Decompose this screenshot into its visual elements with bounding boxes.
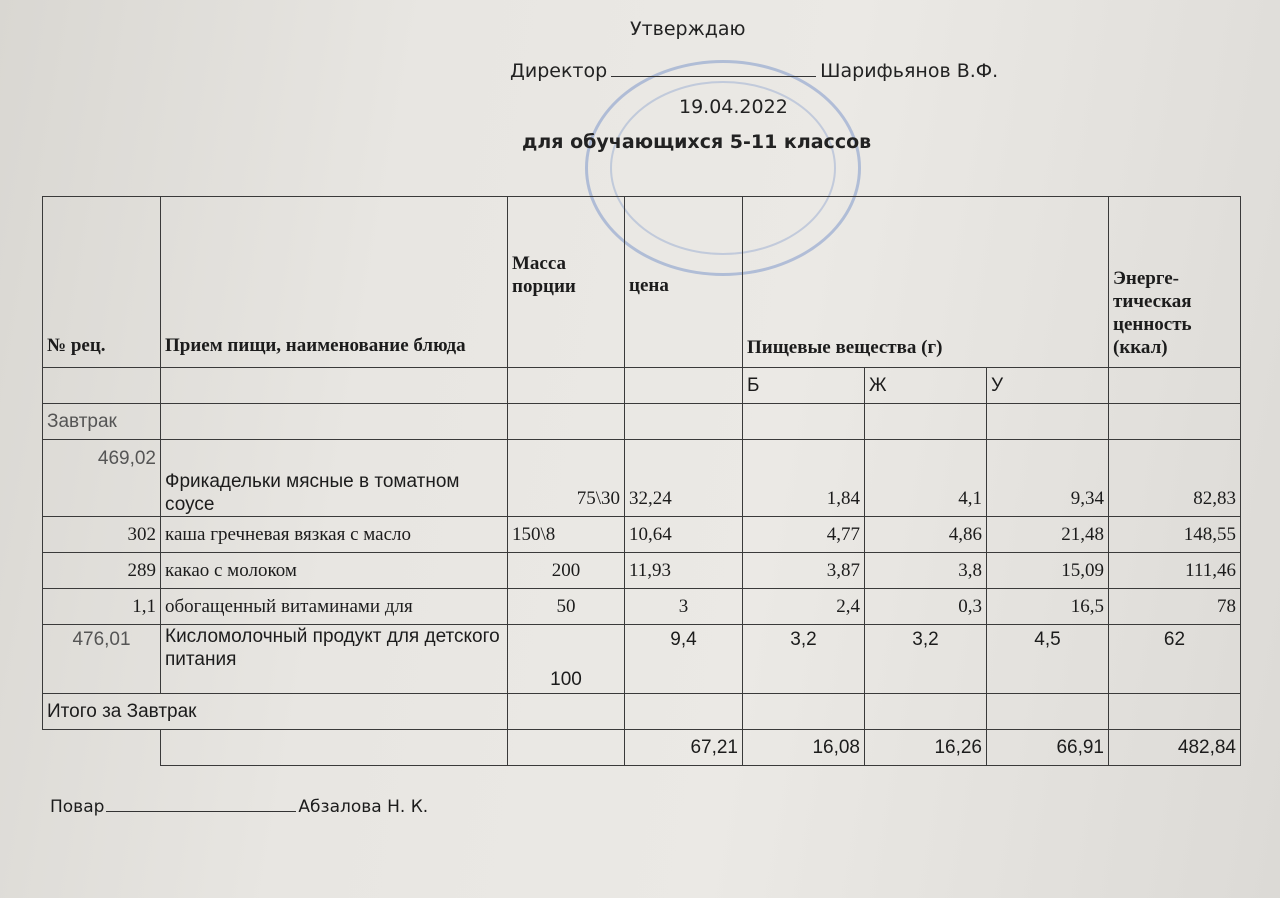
cell-u: 9,34 [987,440,1109,517]
director-signature-line [611,58,816,77]
cell-price: 11,93 [625,553,743,589]
table-row [43,440,1241,517]
cell-mass: 150\8 [508,517,625,553]
cook-name: Абзалова Н. К. [298,797,429,817]
cell-zh: 3,2 [865,625,987,694]
cell-name: Фрикадельки мясные в томатном соусе [161,440,508,517]
cell-u: 15,09 [987,553,1109,589]
total-kcal: 482,84 [1109,730,1241,766]
cell-name: каша гречневая вязкая с масло [161,517,508,553]
cell-price: 9,4 [625,625,743,694]
total-price: 67,21 [625,730,743,766]
cell-u: 4,5 [987,625,1109,694]
cell-price: 10,64 [625,517,743,553]
total-u: 66,91 [987,730,1109,766]
cell-num: 469,02 [43,440,161,517]
header-energy: Энерге- тическая ценность (ккал) [1109,197,1241,368]
cell-u: 21,48 [987,517,1109,553]
header-meal-name: Прием пищи, наименование блюда [161,197,508,368]
header-portion-mass: Масса порции [508,197,625,368]
cell-price: 3 [625,589,743,625]
approval-date: 19.04.2022 [679,96,788,118]
cell-kcal: 62 [1109,625,1241,694]
cell-name: какао с молоком [161,553,508,589]
cell-kcal: 82,83 [1109,440,1241,517]
table-row [43,553,1241,589]
cell-zh: 4,1 [865,440,987,517]
total-label: Итого за Завтрак [43,694,508,730]
cook-signature [106,797,296,812]
cell-b: 2,4 [743,589,865,625]
table-row [43,625,1241,694]
director-label: Директор [510,60,608,82]
header-nutrients: Пищевые вещества (г) [743,197,1109,368]
director-name: Шарифьянов В.Ф. [820,60,999,82]
table-subheader-row [43,368,1241,404]
cell-kcal: 148,55 [1109,517,1241,553]
cell-zh: 3,8 [865,553,987,589]
table-header-row [43,197,1241,368]
cell-b: 3,87 [743,553,865,589]
cell-name: обогащенный витаминами для [161,589,508,625]
cell-b: 3,2 [743,625,865,694]
section-label: Завтрак [43,404,161,440]
cell-mass: 75\30 [508,440,625,517]
section-row [43,404,1241,440]
cell-num: 289 [43,553,161,589]
table-row [43,589,1241,625]
cell-b: 1,84 [743,440,865,517]
director-line [510,58,998,82]
total-values-row [43,730,1241,766]
cell-num: 476,01 [43,625,161,694]
cook-label: Повар [50,797,105,817]
cell-mass: 50 [508,589,625,625]
cell-price: 32,24 [625,440,743,517]
cell-mass: 100 [508,625,625,694]
cell-b: 4,77 [743,517,865,553]
menu-table [42,196,1241,766]
cell-mass: 200 [508,553,625,589]
cell-name: Кисломолочный продукт для детского питания [161,625,508,694]
total-zh: 16,26 [865,730,987,766]
cell-num: 1,1 [43,589,161,625]
cell-kcal: 111,46 [1109,553,1241,589]
approve-heading: Утверждаю [630,18,746,40]
subheader-protein: Б [743,368,865,404]
cell-u: 16,5 [987,589,1109,625]
total-label-row [43,694,1241,730]
table-row [43,517,1241,553]
cell-num: 302 [43,517,161,553]
cook-signature-line [50,797,428,817]
cell-kcal: 78 [1109,589,1241,625]
subheader-carbs: У [987,368,1109,404]
cell-zh: 4,86 [865,517,987,553]
cell-zh: 0,3 [865,589,987,625]
header-recipe-number: № рец. [43,197,161,368]
total-b: 16,08 [743,730,865,766]
subheader-fat: Ж [865,368,987,404]
header-price: цена [625,197,743,368]
menu-subtitle: для обучающихся 5-11 классов [522,131,872,153]
